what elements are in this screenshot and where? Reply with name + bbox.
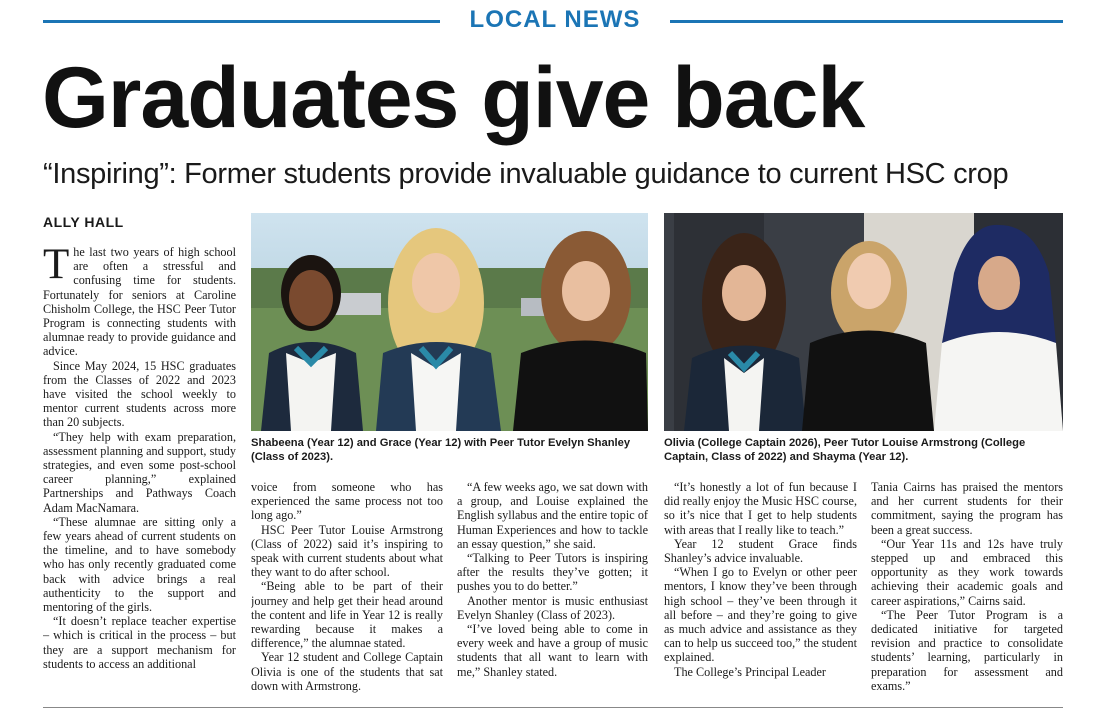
header-rule-left [43, 20, 440, 23]
paragraph: The College’s Principal Leader [674, 664, 826, 679]
paragraph: “It’s honestly a lot of fun because I did really enjoy the Music HSC course, so it’s nice that I get to help students with areas that I really like to teach.” [664, 480, 857, 537]
paragraph: Tania Cairns has praised the mentors and her current students for their commitment, saying the program has been a great success. [871, 480, 1063, 537]
paragraph: Since May 2024, 15 HSC graduates from the Classes of 2022 and 2023 have visited the school weekly to mentor current students across more than 20 subjects. [43, 358, 236, 430]
article-column-4 [664, 480, 857, 700]
paragraph: “A few weeks ago, we sat down with a group, and Louise explained the English syllabus and the entire topic of Human Experiences and how to tackle an essay question,” she said. [457, 480, 648, 551]
paragraph: Another mentor is music enthusiast Evelyn Shanley (Class of 2023). [457, 593, 648, 622]
photo-indoor-group [664, 213, 1063, 431]
paragraph: “Talking to Peer Tutors is inspiring after the results they’ve gotten; it pushes you to do better.” [457, 551, 648, 594]
deck: “Inspiring”: Former students provide invaluable guidance to current HSC crop [43, 158, 1009, 190]
section-label: LOCAL NEWS [469, 6, 641, 33]
photo-illustration [664, 213, 1063, 431]
dropcap: T [43, 245, 70, 288]
paragraph: voice from someone who has experienced the same process not too long ago.” [251, 480, 443, 523]
paragraph: “These alumnae are sitting only a few years ahead of current students on the timeline, and to have somebody who has only recently graduated come back with advice brings a real authenticity to the support and mentoring of the girls. [43, 514, 236, 615]
headline: Graduates give back [42, 50, 865, 146]
paragraph: Year 12 student Grace finds Shanley’s advice invaluable. [664, 536, 857, 566]
paragraph: “The Peer Tutor Program is a dedicated initiative for targeted revision and practice to consolidate students’ learning, particularly in preparation for assessment and exams.” [871, 607, 1063, 693]
photo-illustration [251, 213, 648, 431]
header-rule-right [670, 20, 1063, 23]
bottom-rule [43, 707, 1063, 708]
paragraph: HSC Peer Tutor Louise Armstrong (Class of 2022) said it’s inspiring to speak with current students about what they want to do after school. [251, 522, 443, 580]
photo-outdoor-group [251, 213, 648, 431]
paragraph: “I’ve loved being able to come in every week and have a group of music students that all want to learn with me,” Shanley stated. [457, 622, 648, 679]
photo-caption-1: Shabeena (Year 12) and Grace (Year 12) with Peer Tutor Evelyn Shanley (Class of 2023). [251, 437, 631, 463]
paragraph: “They help with exam preparation, assessment planning and support, study strategies, and even some post-school career planning,” explained Partnerships and Pathways Coach Adam MacNamara. [43, 429, 236, 515]
paragraph: “It doesn’t replace teacher expertise – which is critical in the process – but they are a support mechanism for students to access an additional [43, 614, 236, 671]
article-column-1 [43, 245, 236, 700]
paragraph: “Being able to be part of their journey and help get their head around the content and life in Year 12 is really rewarding because it makes a difference,” the alumnae stated. [251, 579, 443, 651]
article-column-3 [457, 480, 648, 700]
paragraph: he last two years of high school are often a stressful and confusing time for students. Fortunately for seniors at Caroline Chisholm College, the HSC Peer Tutor Program is connecting students with alumnae ready to provide guidance and advice. [43, 245, 236, 359]
byline: ALLY HALL [43, 214, 124, 230]
article-column-5 [871, 480, 1063, 700]
article-column-2 [251, 480, 443, 700]
photo-caption-2: Olivia (College Captain 2026), Peer Tutor Louise Armstrong (College Captain, Class of 2022) and Shayma (Year 12). [664, 437, 1026, 463]
paragraph: “Our Year 11s and 12s have truly stepped up and embraced this opportunity as they work towards achieving their academic goals and career aspirations,” Cairns said. [871, 536, 1063, 608]
paragraph: “When I go to Evelyn or other peer mentors, I know they’ve been through high school – they’ve been through it all before – and they’re going to give as much advice and assistance as they can to help us succeed too,” the student explained. [664, 565, 857, 665]
paragraph: Year 12 student and College Captain Olivia is one of the students that sat down with Armstrong. [251, 650, 443, 693]
